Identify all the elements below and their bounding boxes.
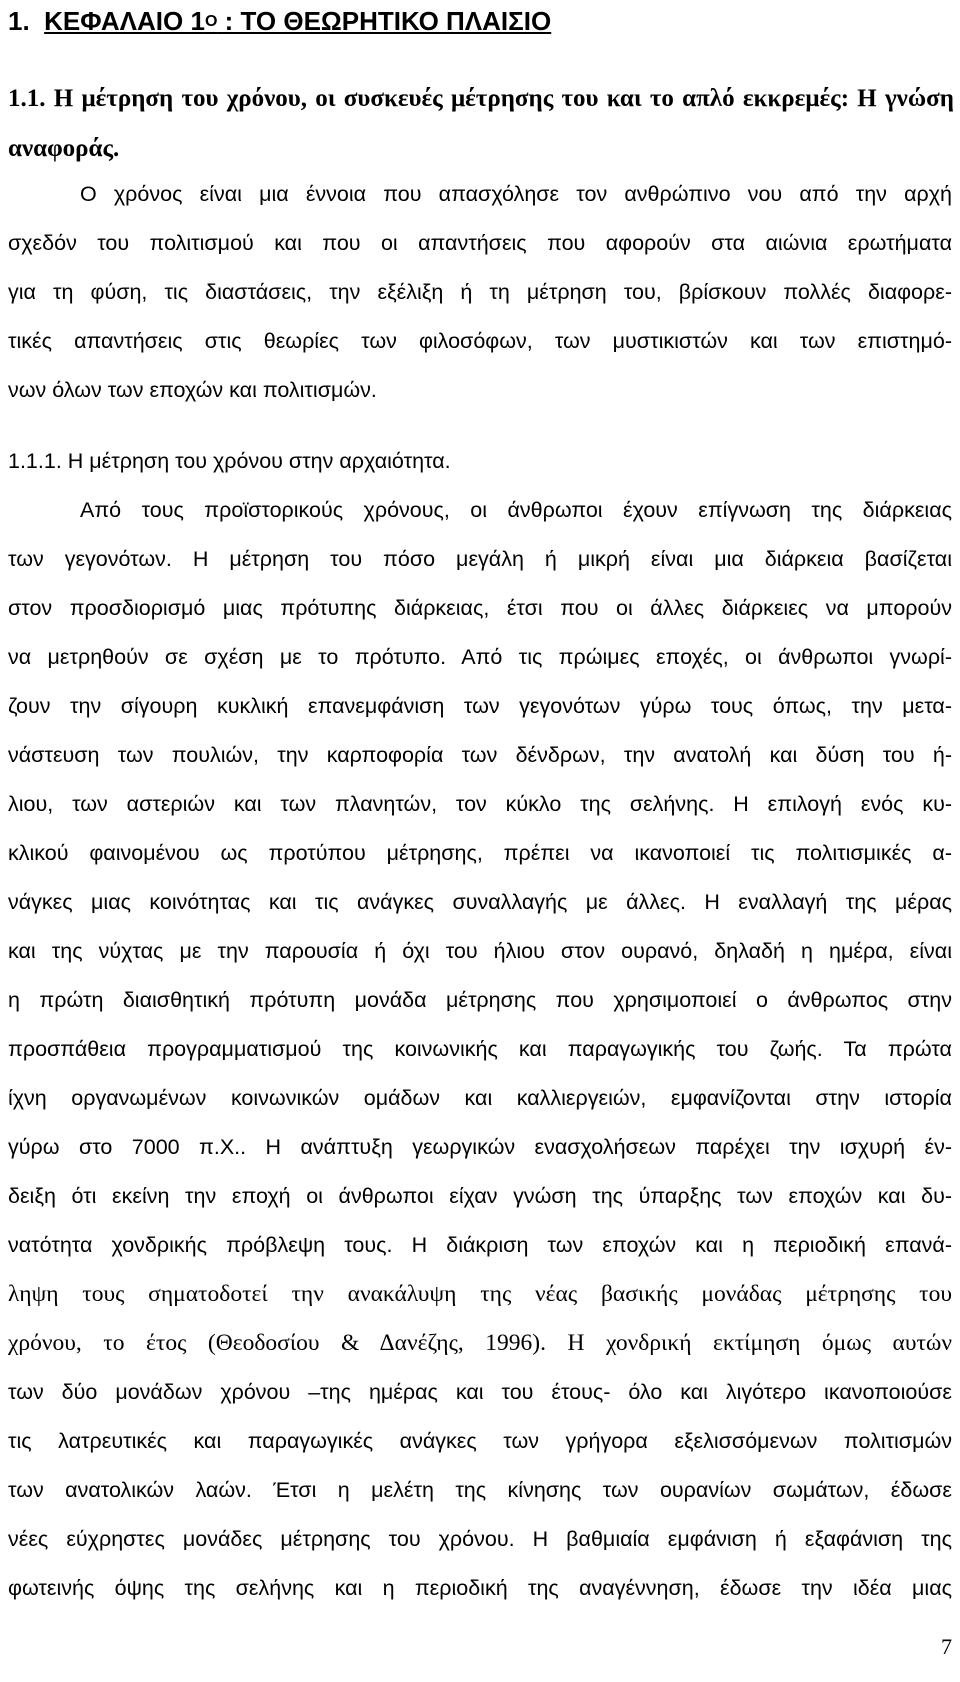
text-line: δειξη ότι εκείνη την εποχή οι άνθρωποι είχαν γνώση της ύπαρξης των εποχών και δυ- <box>8 1184 952 1208</box>
text-line: χρόνου, το έτος (Θεοδοσίου & Δανέζης, 1996). Η χονδρική εκτίμηση όμως αυτών <box>8 1330 952 1356</box>
text-line: Ο χρόνος είναι μια έννοια που απασχόλησε τον ανθρώπινο νου από την αρχή <box>80 182 952 206</box>
chapter-heading <box>8 4 551 43</box>
text-line: Από τους προϊστορικούς χρόνους, οι άνθρωποι έχουν επίγνωση της διάρκειας <box>80 498 952 522</box>
text-line: των γεγονότων. Η μέτρηση του πόσο μεγάλη ή μικρή είναι μια διάρκεια βασίζεται <box>8 547 952 571</box>
text-line: νατότητα χονδρικής πρόβλεψη τους. Η διάκριση των εποχών και η περιοδική επανά- <box>8 1233 952 1257</box>
text-line: νων όλων των εποχών και πολιτισμών. <box>8 378 377 402</box>
chapter-title: ΚΕΦΑΛΑΙΟ $1^O$ : ΤΟ ΘΕΩΡΗΤΙΚΟ ΠΛΑΙΣΙΟ <box>44 6 552 36</box>
text-line: φωτεινής όψης της σελήνης και η περιοδική της αναγέννηση, έδωσε την ιδέα μιας <box>8 1576 952 1600</box>
page-number: 7 <box>941 1634 952 1659</box>
section-heading: 1.1. Η μέτρηση του χρόνου, οι συσκευές μέτρησης του και το απλό εκκρεμές: Η γνώση αναφοράς. <box>8 85 954 162</box>
text-line: ίχνη οργανωμένων κοινωνικών ομάδων και καλλιεργειών, εμφανίζονται στην ιστορία <box>8 1086 952 1110</box>
text-line: για τη φύση, τις διαστάσεις, την εξέλιξη ή τη μέτρηση του, βρίσκουν πολλές διαφορε- <box>8 280 952 304</box>
text-line: η πρώτη διαισθητική πρότυπη μονάδα μέτρησης που χρησιμοποιεί ο άνθρωπος στην <box>8 988 952 1012</box>
text-line: νάστευση των πουλιών, την καρποφορία των δένδρων, την ανατολή και δύση του ή- <box>8 743 952 767</box>
text-line: σχεδόν του πολιτισμού και που οι απαντήσεις που αφορούν στα αιώνια ερωτήματα <box>8 231 952 255</box>
text-line: των δύο μονάδων χρόνου –της ημέρας και του έτους- όλο και λιγότερο ικανοποιούσε <box>8 1380 952 1404</box>
text-line: λιου, των αστεριών και των πλανητών, τον κύκλο της σελήνης. Η επιλογή ενός κυ- <box>8 792 952 816</box>
text-line: γύρω στο 7000 π.Χ.. Η ανάπτυξη γεωργικών ενασχολήσεων παρέχει την ισχυρή έν- <box>8 1135 952 1159</box>
text-line: και της νύχτας με την παρουσία ή όχι του ήλιου στον ουρανό, δηλαδή η ημέρα, είναι <box>8 939 952 963</box>
text-line: ζουν την σίγουρη κυκλική επανεμφάνιση των γεγονότων γύρω τους όπως, την μετα- <box>8 694 952 718</box>
text-line: τις λατρευτικές και παραγωγικές ανάγκες των γρήγορα εξελισσόμενων πολιτισμών <box>8 1429 952 1453</box>
text-line: προσπάθεια προγραμματισμού της κοινωνικής και παραγωγικής του ζωής. Τα πρώτα <box>8 1037 952 1061</box>
text-line: ληψη τους σηματοδοτεί την ανακάλυψη της νέας βασικής μονάδας μέτρησης του <box>8 1281 952 1307</box>
text-line: των ανατολικών λαών. Έτσι η μελέτη της κίνησης των ουρανίων σωμάτων, έδωσε <box>8 1478 952 1502</box>
text-line: να μετρηθούν σε σχέση με το πρότυπο. Από τις πρώιμες εποχές, οι άνθρωποι γνωρί- <box>8 645 952 669</box>
chapter-number: 1. <box>8 6 30 36</box>
chapter-superscript: Ο <box>204 13 218 30</box>
text-line: στον προσδιορισμό μιας πρότυπης διάρκειας, έτσι που οι άλλες διάρκειες να μπορούν <box>8 596 952 620</box>
text-line: νάγκες μιας κοινότητας και τις ανάγκες συναλλαγής με άλλες. Η εναλλαγή της μέρας <box>8 890 952 914</box>
subsection-heading: 1.1.1. Η μέτρηση του χρόνου στην αρχαιότητα. <box>8 449 451 473</box>
text-line: τικές απαντήσεις στις θεωρίες των φιλοσόφων, των μυστικιστών και των επιστημό- <box>8 329 952 353</box>
text-line: κλικού φαινομένου ως προτύπου μέτρησης, πρέπει να ικανοποιεί τις πολιτισμικές α- <box>8 841 952 865</box>
text-line: νέες εύχρηστες μονάδες μέτρησης του χρόνου. Η βαθμιαία εμφάνιση ή εξαφάνιση της <box>8 1527 952 1551</box>
